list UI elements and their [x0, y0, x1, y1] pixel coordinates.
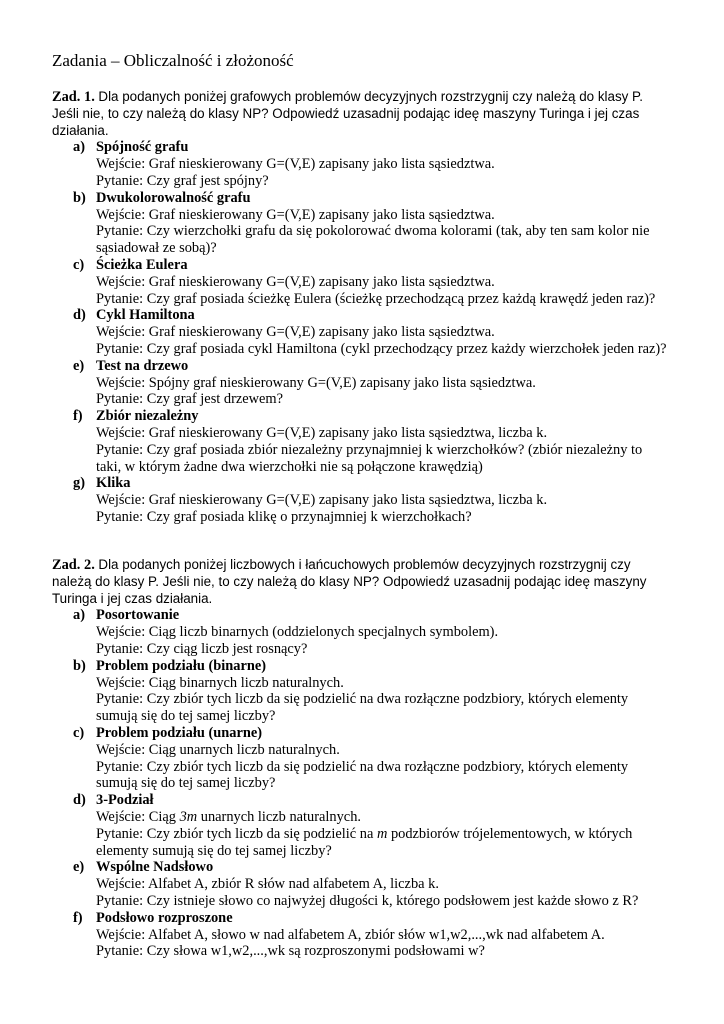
- item-letter: a): [73, 607, 85, 624]
- problem-item: [52, 408, 670, 475]
- problem-item: [52, 475, 670, 525]
- item-title: Wspólne Nadsłowo: [96, 859, 214, 876]
- item-question: Pytanie: Czy graf posiada zbiór niezależny przynajmniej k wierzchołków? (zbiór niezależny to taki, w którym żadne dwa wierzchołki nie są połączone krawędzią): [96, 441, 643, 475]
- item-letter: b): [73, 189, 86, 206]
- task-2: [52, 557, 670, 960]
- item-input-text: unarnych liczb naturalnych.: [197, 808, 361, 825]
- task-1: [52, 89, 670, 526]
- item-question-text: Pytanie: Czy zbiór tych liczb da się podzielić na: [96, 825, 377, 842]
- item-title: Posortowanie: [96, 607, 180, 624]
- item-question: Pytanie: Czy zbiór tych liczb da się podzielić na dwa rozłączne podzbiory, których elementy sumują się do tej samej liczby?: [96, 691, 629, 725]
- item-letter: e): [73, 859, 85, 876]
- item-input-variable: 3m: [179, 808, 198, 825]
- page-title: Zadania – Obliczalność i złożoność: [52, 51, 294, 70]
- item-input-text: Wejście: Ciąg: [96, 808, 180, 825]
- task-description: Dla podanych poniżej grafowych problemów decyzyjnych rozstrzygnij czy należą do klasy P. Jeśli nie, to czy należą do klasy NP? Odpowiedź uzasadnij podając ideę maszyny Turinga i jej czas działania.: [52, 89, 643, 138]
- item-input: Wejście: Spójny graf nieskierowany G=(V,E) zapisany jako lista sąsiedztwa.: [96, 374, 536, 391]
- problem-item: [52, 307, 670, 357]
- item-input: Wejście: Graf nieskierowany G=(V,E) zapisany jako lista sąsiedztwa, liczba k.: [96, 492, 548, 509]
- item-question: Pytanie: Czy zbiór tych liczb da się podzielić na dwa rozłączne podzbiory, których elementy sumują się do tej samej liczby?: [96, 758, 629, 792]
- item-title: Zbiór niezależny: [96, 408, 199, 425]
- item-letter: b): [73, 657, 86, 674]
- item-letter: f): [73, 408, 83, 425]
- problem-item: [52, 139, 670, 189]
- item-input: Wejście: Ciąg liczb binarnych (oddzielonych specjalnych symbolem).: [96, 624, 499, 641]
- item-title: Test na drzewo: [96, 357, 189, 374]
- item-input: Wejście: Ciąg binarnych liczb naturalnych.: [96, 674, 344, 691]
- problem-item: [52, 725, 670, 792]
- problem-list: [52, 139, 670, 525]
- item-input: Wejście: Graf nieskierowany G=(V,E) zapisany jako lista sąsiedztwa, liczba k.: [96, 424, 548, 441]
- item-input: Wejście: Graf nieskierowany G=(V,E) zapisany jako lista sąsiedztwa.: [96, 156, 495, 173]
- task-intro: [52, 89, 670, 139]
- item-question: [96, 826, 670, 860]
- item-letter: d): [73, 792, 86, 809]
- problem-item: [52, 910, 670, 960]
- item-letter: a): [73, 139, 85, 156]
- item-question: Pytanie: Czy słowa w1,w2,...,wk są rozproszonymi podsłowami w?: [96, 943, 485, 960]
- item-input: Wejście: Graf nieskierowany G=(V,E) zapisany jako lista sąsiedztwa.: [96, 273, 495, 290]
- item-title: Dwukolorowalność grafu: [96, 189, 251, 206]
- item-title: Spójność grafu: [96, 139, 189, 156]
- item-input: Wejście: Graf nieskierowany G=(V,E) zapisany jako lista sąsiedztwa.: [96, 324, 495, 341]
- problem-list: [52, 607, 670, 960]
- item-question: Pytanie: Czy graf jest spójny?: [96, 172, 269, 189]
- item-title: Cykl Hamiltona: [96, 307, 195, 324]
- item-question: Pytanie: Czy istnieje słowo co najwyżej długości k, którego podsłowem jest każde słowo z R?: [96, 892, 639, 909]
- item-input: Wejście: Ciąg unarnych liczb naturalnych.: [96, 741, 340, 758]
- item-question: Pytanie: Czy ciąg liczb jest rosnący?: [96, 640, 308, 657]
- item-letter: c): [73, 256, 85, 273]
- item-letter: g): [73, 475, 85, 492]
- item-input: [96, 809, 670, 826]
- problem-item: [52, 607, 670, 657]
- item-input: Wejście: Alfabet A, zbiór R słów nad alfabetem A, liczba k.: [96, 876, 439, 893]
- item-letter: c): [73, 724, 85, 741]
- task-intro: [52, 557, 670, 607]
- item-letter: e): [73, 357, 85, 374]
- problem-item: [52, 792, 670, 859]
- item-question: Pytanie: Czy graf posiada klikę o przynajmniej k wierzchołkach?: [96, 508, 472, 525]
- problem-item: [52, 257, 670, 307]
- item-question: Pytanie: Czy graf jest drzewem?: [96, 391, 284, 408]
- item-question: Pytanie: Czy graf posiada cykl Hamiltona (cykl przechodzący przez każdy wierzchołek jeden raz)?: [96, 340, 667, 357]
- item-title: Podsłowo rozproszone: [96, 909, 233, 926]
- problem-item: [52, 190, 670, 257]
- item-letter: d): [73, 307, 86, 324]
- task-label: Zad. 2.: [52, 557, 95, 573]
- item-title: Problem podziału (binarne): [96, 657, 267, 674]
- problem-item: [52, 658, 670, 725]
- task-description: Dla podanych poniżej liczbowych i łańcuchowych problemów decyzyjnych rozstrzygnij czy należą do klasy P. Jeśli nie, to czy należą do klasy NP? Odpowiedź uzasadnij podając ideę maszyny Turinga i jej czas działania.: [52, 557, 647, 606]
- task-label: Zad. 1.: [52, 89, 95, 105]
- item-input: Wejście: Alfabet A, słowo w nad alfabetem A, zbiór słów w1,w2,...,wk nad alfabetem A.: [96, 926, 605, 943]
- item-question-variable: m: [376, 825, 388, 842]
- item-title: Klika: [96, 475, 131, 492]
- item-input: Wejście: Graf nieskierowany G=(V,E) zapisany jako lista sąsiedztwa.: [96, 206, 495, 223]
- item-title: Problem podziału (unarne): [96, 724, 263, 741]
- item-question-text: podzbiorów trójelementowych, w których elementy sumują się do tej samej liczby?: [96, 825, 633, 859]
- item-question: Pytanie: Czy graf posiada ścieżkę Eulera (ścieżkę przechodzącą przez każdą krawędź jeden raz)?: [96, 290, 656, 307]
- item-letter: f): [73, 909, 83, 926]
- item-title: Ścieżka Eulera: [96, 256, 188, 273]
- problem-item: [52, 859, 670, 909]
- item-title: 3-Podział: [96, 792, 154, 809]
- item-question: Pytanie: Czy wierzchołki grafu da się pokolorować dwoma kolorami (tak, aby ten sam kolor nie sąsiadował ze sobą)?: [96, 223, 650, 257]
- problem-item: [52, 358, 670, 408]
